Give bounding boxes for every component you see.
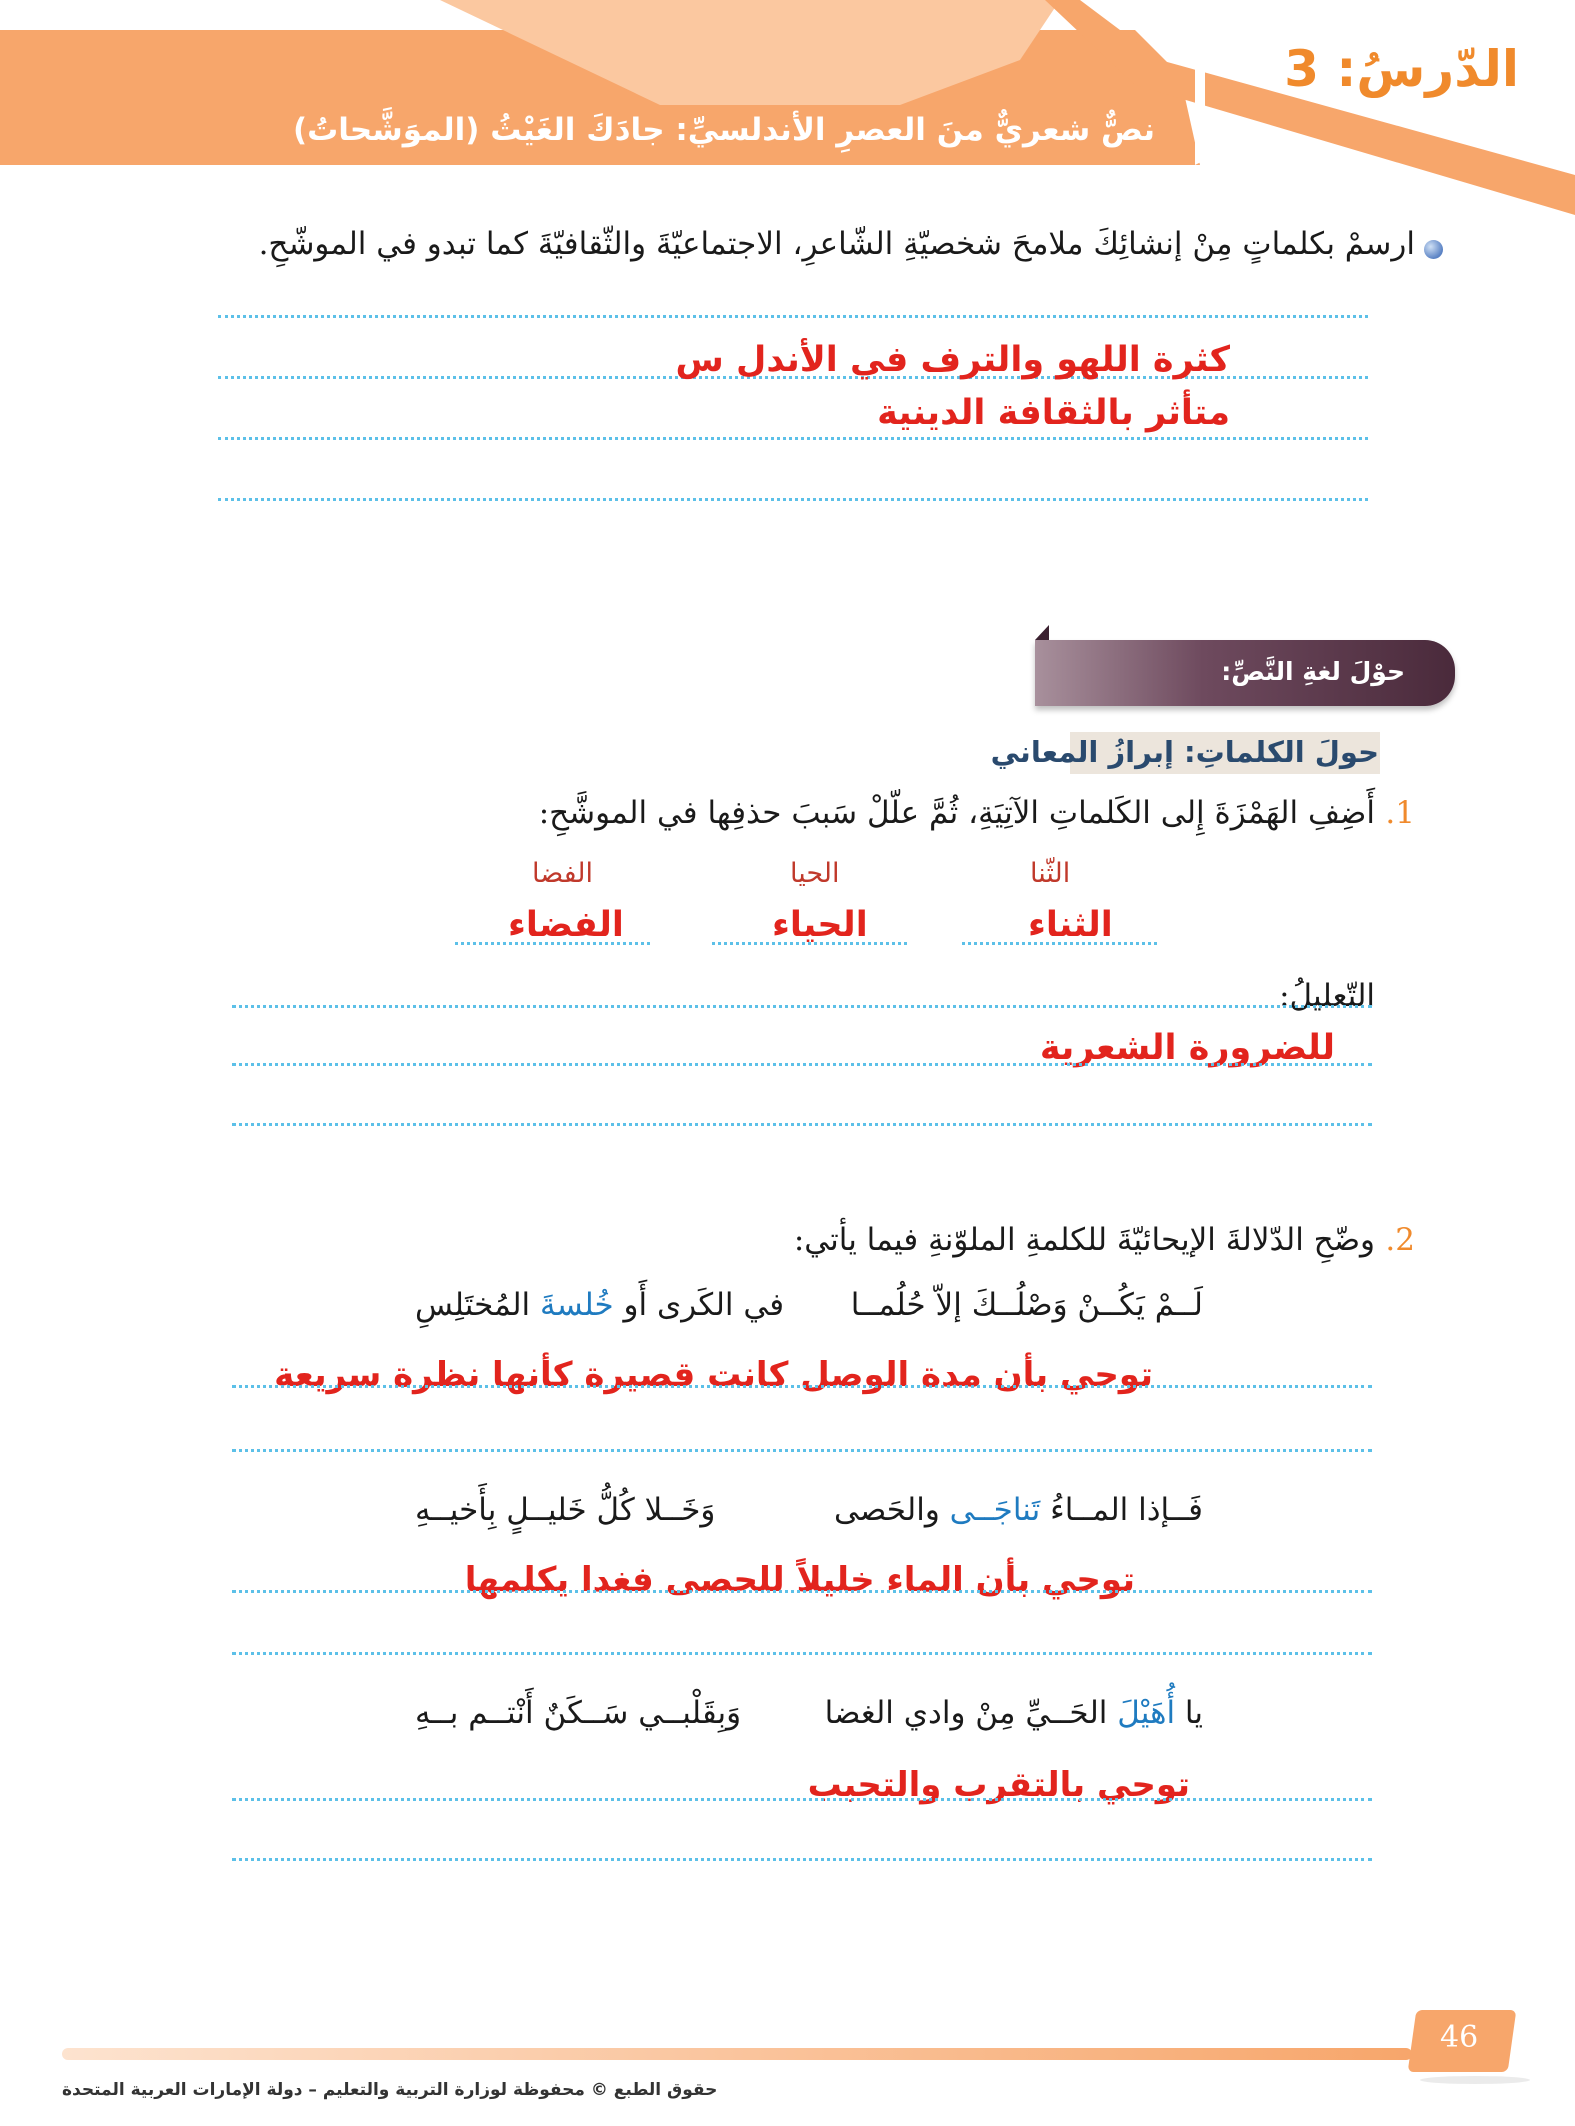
q2-text: وضّحِ الدّلالةَ الإيحائيّةَ للكلمةِ الملوّنةِ فيما يأتي: bbox=[793, 1222, 1375, 1258]
verse2-text: فَــإذا المــاءُ bbox=[1040, 1492, 1203, 1528]
q1-word-2: الحيا bbox=[790, 858, 840, 889]
page-number: 46 bbox=[1440, 2020, 1479, 2055]
q1-answer-3: الفضاء bbox=[508, 905, 624, 945]
q1-word-1: الثّنا bbox=[1030, 858, 1071, 889]
verse2-colored-word: تَناجَــى bbox=[949, 1492, 1041, 1528]
copyright: حقوق الطبع © محفوظة لوزارة التربية والتعليم – دولة الإمارات العربية المتحدة bbox=[62, 2080, 718, 2100]
answer-line bbox=[218, 498, 1368, 501]
verse3-colored-word: أُهَيْلَ bbox=[1117, 1695, 1176, 1731]
footer-shadow bbox=[1420, 2076, 1530, 2084]
q1-number: 1. bbox=[1385, 795, 1415, 831]
answer-line bbox=[232, 1798, 1372, 1801]
answer-line bbox=[218, 315, 1368, 318]
q1-word-3: الفضا bbox=[532, 858, 594, 889]
bullet-icon bbox=[1424, 240, 1443, 259]
verse2-second-hemistich: وَخَــلا كُلُّ خَليــلٍ بِأَخيــهِ bbox=[415, 1492, 716, 1528]
answer-line bbox=[232, 1063, 1372, 1066]
verse1-answer: توحي بأن مدة الوصل كانت قصيرة كأنها نظرة سريعة bbox=[274, 1355, 1153, 1395]
verse1-second-hemistich bbox=[415, 1287, 784, 1323]
answer-line bbox=[232, 1590, 1372, 1593]
task1-answer-1: كثرة اللهو والترف في الأندل س bbox=[675, 340, 1230, 380]
answer-line bbox=[232, 1858, 1372, 1861]
verse3-text: يا bbox=[1175, 1695, 1203, 1731]
section-banner-corner bbox=[1035, 625, 1049, 640]
answer-line bbox=[962, 942, 1157, 945]
answer-line bbox=[232, 1652, 1372, 1655]
q1-reason-label: التّعليلُ: bbox=[1279, 978, 1375, 1014]
verse1-text: في الكَرى أَو bbox=[613, 1287, 785, 1323]
q1-answer-1: الثناء bbox=[1028, 905, 1113, 945]
task1-answer-2: متأثر بالثقافة الدينية bbox=[877, 393, 1230, 433]
q1-text: أَضِفِ الهَمْزَةَ إِلى الكَلماتِ الآتِيَةِ، ثُمَّ علّلْ سَببَ حذفِها في الموشَّحِ: bbox=[538, 795, 1375, 831]
q1-answer-2: الحياء bbox=[772, 905, 868, 945]
verse2-answer: توحي بأن الماء خليلاً للحصى فغدا يكلمها bbox=[464, 1560, 1135, 1600]
verse1-first-hemistich: لَــمْ يَكُــنْ وَصْلُــكَ إلاّ حُلُمــا bbox=[850, 1287, 1203, 1323]
answer-line bbox=[712, 942, 907, 945]
subheading: حولَ الكلماتِ: إبرازُ المعاني bbox=[990, 735, 1379, 769]
verse1-text: المُختَلِسِ bbox=[415, 1287, 540, 1323]
answer-line bbox=[232, 1123, 1372, 1126]
answer-line bbox=[455, 942, 650, 945]
q1-reason-answer: للضرورة الشعرية bbox=[1039, 1028, 1335, 1068]
answer-line bbox=[232, 1005, 1372, 1008]
answer-line bbox=[218, 437, 1368, 440]
verse1-colored-word: خُلسةَ bbox=[539, 1287, 614, 1323]
verse3-text: الحَــيِّ مِنْ وادي الغضا bbox=[824, 1695, 1118, 1731]
verse2-first-hemistich bbox=[834, 1492, 1203, 1528]
lesson-title: الدّرسُ: 3 bbox=[1284, 40, 1519, 98]
q2-number: 2. bbox=[1385, 1222, 1415, 1258]
section-banner-title: حوْلَ لغةِ النَّصِّ: bbox=[1221, 657, 1405, 686]
verse3-second-hemistich: وَبِقَلْبــي سَــكَنٌ أَنْتــم بــهِ bbox=[415, 1695, 742, 1731]
task1-question: ارسمْ بكلماتٍ مِنْ إنشائِكَ ملامحَ شخصيّةِ الشّاعرِ، الاجتماعيّةَ والثّقافيّةَ كما تبدو في الموشّحِ. bbox=[258, 226, 1415, 262]
verse3-answer: توحي بالتقرب والتحبب bbox=[807, 1765, 1190, 1805]
answer-line bbox=[232, 1449, 1372, 1452]
lesson-subtitle: نصٌّ شعريٌّ منَ العصرِ الأندلسيِّ: جادَكَ الغَيْثُ (الموَشَّحاتُ) bbox=[292, 112, 1155, 148]
verse2-text: والحَصى bbox=[834, 1492, 950, 1528]
footer-bar bbox=[62, 2048, 1412, 2060]
verse3-first-hemistich bbox=[825, 1695, 1203, 1731]
answer-line bbox=[232, 1385, 1372, 1388]
